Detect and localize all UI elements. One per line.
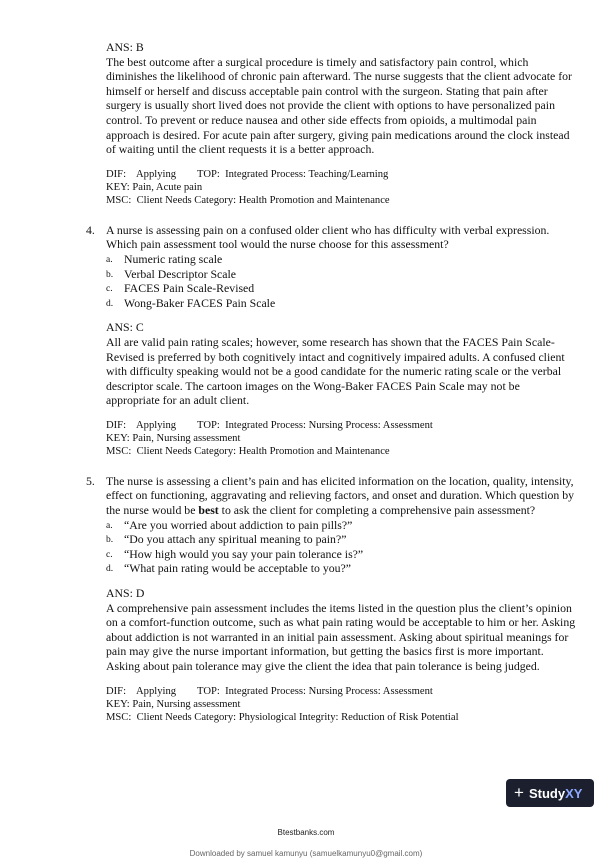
client-needs-category: MSC: Client Needs Category: Physiological Integrity: Reduction of Risk Potential (106, 711, 459, 723)
question-stem (106, 474, 576, 518)
difficulty-topic: DIF: Applying TOP: Integrated Process: Nursing Process: Assessment (106, 685, 433, 697)
option-letter: b. (106, 269, 114, 280)
option-letter: d. (106, 298, 114, 309)
option-text: Wong-Baker FACES Pain Scale (124, 295, 276, 310)
option-c (106, 281, 576, 296)
question-5 (86, 473, 576, 724)
question-metadata (106, 168, 576, 207)
difficulty-topic: DIF: Applying TOP: Integrated Process: Nursing Process: Assessment (106, 419, 433, 431)
brand-accent: XY (565, 785, 583, 801)
stem-text: The nurse is assessing a client’s pain and has elicited information on the location, quality, intensity, effect on functioning, aggravating and relieving factors, and onset and duration. Which question by the nurse would be (106, 473, 575, 518)
option-text: “Do you attach any spiritual meaning to pain?” (124, 532, 347, 547)
question-number: 4. (86, 222, 95, 237)
question-4 (86, 222, 576, 458)
option-letter: a. (106, 254, 113, 265)
footer-downloaded-by: Downloaded by samuel kamunyu (samuelkamunyu0@gmail.com) (189, 849, 423, 858)
option-d (106, 561, 576, 576)
question-3-answer-block (106, 40, 576, 207)
stem-text: to ask the client for completing a comprehensive pain assessment? (218, 503, 536, 518)
option-text: Verbal Descriptor Scale (124, 266, 237, 281)
question-metadata (106, 685, 576, 724)
client-needs-category: MSC: Client Needs Category: Health Promotion and Maintenance (106, 445, 390, 457)
stem-emphasis: best (198, 503, 219, 518)
option-letter: b. (106, 535, 114, 546)
option-text: “How high would you say your pain tolerance is?” (124, 546, 364, 561)
answer-key: ANS: D (106, 586, 145, 601)
option-b (106, 267, 576, 282)
answer-options (106, 252, 576, 310)
question-number: 5. (86, 473, 95, 488)
answer-options (106, 518, 576, 576)
option-letter: c. (106, 549, 113, 560)
option-a (106, 518, 576, 533)
option-d (106, 296, 576, 311)
rationale: All are valid pain rating scales; however, some research has shown that the FACES Pain Scale-Revised is preferred by both cognitively intact and cognitively impaired adults. A confused client with difficulty speaking would not be a good candidate for the numeric rating scale or the verbal descriptor scale. The cartoon images on the Wong-Baker FACES Pain Scale may not be appropriate for an adult client. (106, 334, 565, 408)
keywords: KEY: Pain, Acute pain (106, 181, 203, 193)
question-stem: A nurse is assessing pain on a confused older client who has difficulty with verbal expression. Which pain assessment tool would the nurse choose for this assessment? (106, 222, 550, 252)
option-text: FACES Pain Scale-Revised (124, 281, 255, 296)
client-needs-category: MSC: Client Needs Category: Health Promotion and Maintenance (106, 194, 390, 206)
answer-key: ANS: B (106, 40, 144, 54)
studyxy-badge-button[interactable] (506, 779, 594, 807)
document-body (86, 40, 576, 724)
difficulty-topic: DIF: Applying TOP: Integrated Process: Teaching/Learning (106, 168, 389, 180)
option-letter: d. (106, 564, 114, 575)
plus-icon: + (514, 783, 524, 802)
option-c (106, 547, 576, 562)
question-metadata (106, 419, 576, 458)
option-letter: c. (106, 284, 113, 295)
option-text: “Are you worried about addiction to pain pills?” (124, 517, 353, 532)
option-a (106, 252, 576, 267)
rationale: A comprehensive pain assessment includes the items listed in the question plus the client’s opinion on a comfort-function outcome, such as what pain rating would be acceptable to him or her. Asking about addiction is not warranted in an initial pain assessment. Asking about spiritual meanings for pain may give the nurse important information, but getting the basics first is more important. Asking about pain tolerance may give the client the idea that pain tolerance is being judged. (106, 600, 576, 673)
keywords: KEY: Pain, Nursing assessment (106, 432, 241, 444)
option-b (106, 532, 576, 547)
rationale: The best outcome after a surgical procedure is timely and satisfactory pain control, which diminishes the likelihood of chronic pain afterward. The nurse suggests that the client advocate for himself or herself and discuss acceptable pain control with the surgeon. Stating that pain after surgery is usually short lived does not provide the client with options to have personalized pain control. To prevent or reduce nausea and other side effects from opioids, a multimodal pain approach is desired. For acute pain after surgery, giving pain medications around the clock instead of waiting until the client requests it is a better approach. (106, 54, 572, 157)
answer-key: ANS: C (106, 320, 144, 335)
option-letter: a. (106, 520, 113, 531)
brand-main: Study (528, 785, 566, 801)
option-text: “What pain rating would be acceptable to you?” (124, 561, 351, 576)
footer-site: Btestbanks.com (277, 828, 335, 837)
keywords: KEY: Pain, Nursing assessment (106, 698, 241, 710)
option-text: Numeric rating scale (124, 251, 223, 266)
